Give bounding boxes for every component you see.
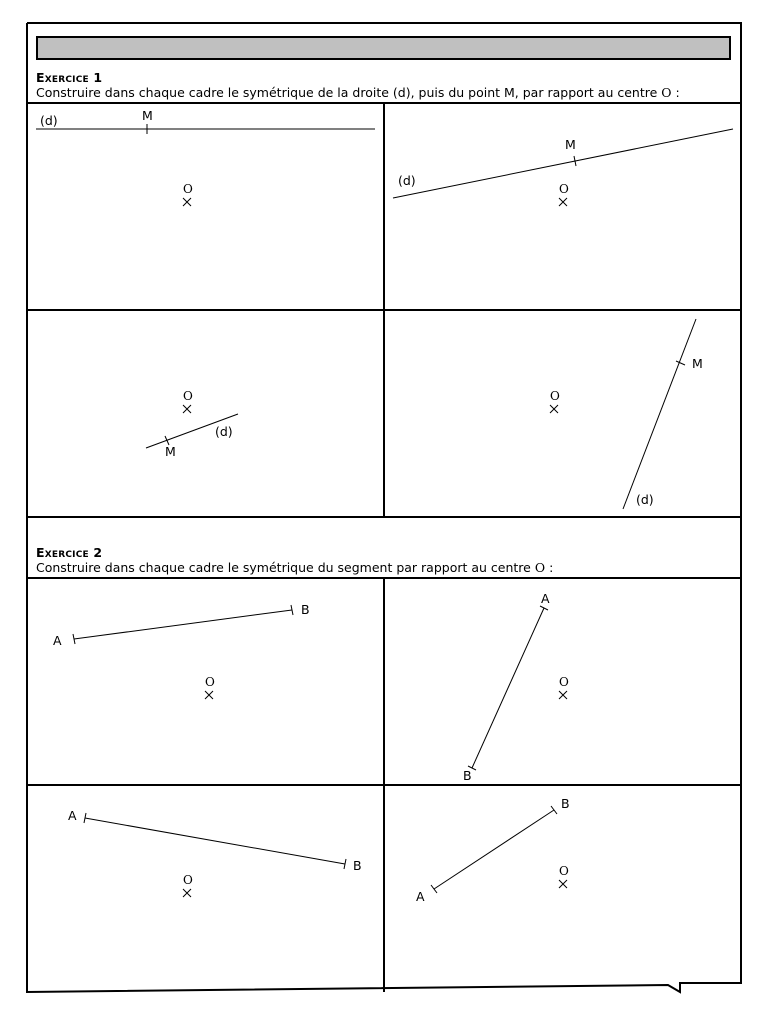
label-o-ex2-frame1: O — [205, 675, 215, 689]
segment-ab-frame4 — [434, 810, 554, 889]
label-d-frame4: (d) — [636, 492, 654, 507]
label-o-ex2-frame3: O — [183, 873, 193, 887]
exercise1-instruction-end: : — [675, 85, 680, 100]
label-b-ex2-frame4: B — [561, 796, 570, 811]
endpoint-a-frame4 — [431, 885, 437, 893]
exercise2-center-symbol: O — [534, 560, 546, 575]
center-cross-frame1 — [183, 198, 191, 206]
label-o-frame2: O — [559, 182, 569, 196]
exercise1-title: Exercice 1 — [36, 70, 103, 85]
exercise2-header — [36, 545, 553, 575]
label-a-ex2-frame2: A — [541, 591, 550, 606]
segment-ab-frame2 — [472, 608, 544, 768]
label-m-frame2: M — [565, 137, 576, 152]
title-bar — [36, 36, 731, 60]
exercise2-instruction-end: : — [549, 560, 554, 575]
label-b-ex2-frame2: B — [463, 768, 472, 783]
label-m-frame3: M — [165, 444, 176, 459]
exercise1-header — [36, 70, 680, 100]
exercise2-instruction-line — [36, 560, 553, 575]
center-cross-ex2-frame4 — [559, 880, 567, 888]
label-o-ex2-frame4: O — [559, 864, 569, 878]
segment-ab-frame1 — [74, 610, 292, 639]
center-cross-ex2-frame2 — [559, 691, 567, 699]
label-o-frame1: O — [183, 182, 193, 196]
segment-ab-frame3 — [85, 818, 345, 864]
label-a-ex2-frame3: A — [68, 808, 77, 823]
label-m-frame1: M — [142, 108, 153, 123]
label-d-frame1: (d) — [40, 113, 58, 128]
exercise1-instruction-line — [36, 85, 680, 100]
label-o-frame3: O — [183, 389, 193, 403]
center-cross-ex2-frame1 — [205, 691, 213, 699]
label-m-frame4: M — [692, 356, 703, 371]
label-d-frame2: (d) — [398, 173, 416, 188]
label-o-frame4: O — [550, 389, 560, 403]
label-b-ex2-frame1: B — [301, 602, 310, 617]
line-d-frame4 — [623, 319, 696, 509]
endpoint-a-frame2 — [540, 606, 548, 610]
center-cross-ex2-frame3 — [183, 889, 191, 897]
label-b-ex2-frame3: B — [353, 858, 362, 873]
exercise2-title: Exercice 2 — [36, 545, 103, 560]
exercise2-instruction: Construire dans chaque cadre le symétrique du segment par rapport au centre — [36, 560, 531, 575]
label-a-ex2-frame1: A — [53, 633, 62, 648]
tick-m-frame4 — [676, 361, 685, 365]
label-d-frame3: (d) — [215, 424, 233, 439]
exercise1-center-symbol: O — [661, 85, 672, 100]
endpoint-b-frame4 — [551, 806, 557, 814]
center-cross-frame2 — [559, 198, 567, 206]
label-a-ex2-frame4: A — [416, 889, 425, 904]
exercise1-instruction: Construire dans chaque cadre le symétrique de la droite (d), puis du point M, par rapport au centre — [36, 85, 658, 100]
label-o-ex2-frame2: O — [559, 675, 569, 689]
center-cross-frame3 — [183, 405, 191, 413]
center-cross-frame4 — [550, 405, 558, 413]
